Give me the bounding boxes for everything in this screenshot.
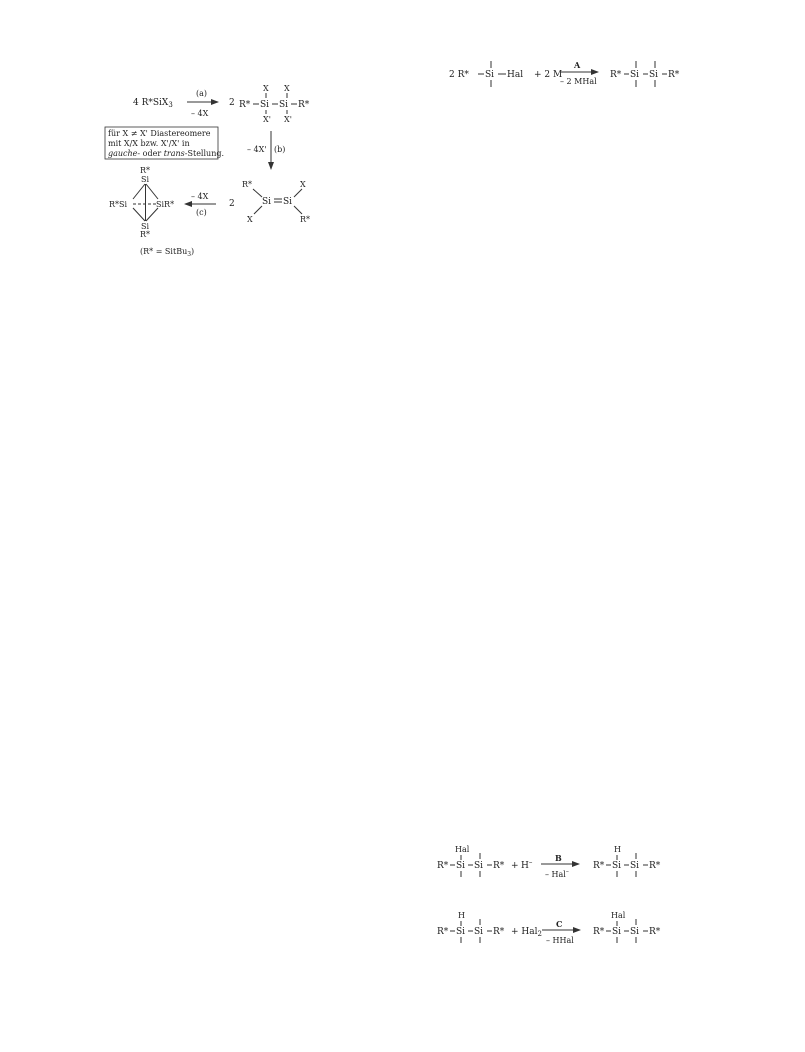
svg-text:H: H <box>614 845 621 854</box>
scheme-a <box>449 60 680 87</box>
svg-text:H: H <box>458 911 465 920</box>
svg-text:R*: R* <box>493 861 505 871</box>
svg-text:R*: R* <box>610 70 622 80</box>
scheme-b-loss: – Hal– <box>545 868 569 879</box>
svg-text:Si: Si <box>649 70 659 80</box>
svg-text:R*: R* <box>668 70 680 80</box>
svg-text:Si: Si <box>485 70 495 80</box>
svg-text:X: X <box>300 180 306 189</box>
scheme-c <box>437 911 661 945</box>
svg-text:Si: Si <box>141 222 150 231</box>
step-b-loss: – 4X' <box>247 145 267 154</box>
svg-text:+: + <box>511 861 519 871</box>
step-a-loss: – 4X <box>191 109 209 118</box>
reactant: 4 R*SiX$_3$ <box>133 98 173 109</box>
svg-text:Si: Si <box>456 861 466 871</box>
svg-text:Si: Si <box>456 927 466 937</box>
svg-text:Si: Si <box>612 861 622 871</box>
svg-text:Si: Si <box>262 197 272 207</box>
coef-2-disilene: 2 <box>229 199 235 209</box>
coef-2-disilane: 2 <box>229 98 235 108</box>
svg-text:Si: Si <box>283 197 293 207</box>
svg-text:R*: R* <box>140 166 151 175</box>
svg-text:Si: Si <box>260 100 270 110</box>
svg-text:2 R*: 2 R* <box>449 70 469 80</box>
step-c-label: (c) <box>196 208 207 217</box>
svg-text:R*: R* <box>437 861 449 871</box>
svg-text:Si: Si <box>141 175 150 184</box>
svg-text:R*: R* <box>242 180 253 189</box>
svg-text:Si: Si <box>279 100 289 110</box>
svg-text:X': X' <box>263 115 271 124</box>
svg-text:X: X <box>247 215 253 224</box>
disilane <box>239 84 310 124</box>
halogen-reagent: + Hal$_2$ <box>511 927 542 938</box>
scheme-b <box>437 845 661 879</box>
svg-text:SiR*: SiR* <box>156 200 175 209</box>
svg-text:– HHal: – HHal <box>546 936 574 945</box>
hydride: H– <box>521 858 533 871</box>
svg-text:R*: R* <box>493 927 505 937</box>
svg-text:R*: R* <box>300 215 311 224</box>
tetrahedrane <box>109 166 174 239</box>
svg-text:R*: R* <box>593 861 605 871</box>
svg-text:R*: R* <box>298 100 310 110</box>
substituent-footnote: (R* = SitBu$_3$) <box>140 247 195 258</box>
note-line-1: für X ≠ X' Diastereomere <box>108 129 211 138</box>
svg-text:Si: Si <box>474 927 484 937</box>
svg-text:X: X <box>263 84 269 93</box>
scheme-1 <box>105 84 310 258</box>
svg-text:Si: Si <box>630 927 640 937</box>
svg-text:X': X' <box>284 115 292 124</box>
svg-text:Si: Si <box>474 861 484 871</box>
svg-text:– 2 MHal: – 2 MHal <box>560 77 597 86</box>
svg-text:R*Si: R*Si <box>109 200 128 209</box>
svg-text:X: X <box>284 84 290 93</box>
svg-text:R*: R* <box>649 861 661 871</box>
step-c-loss: – 4X <box>191 192 209 201</box>
svg-text:R*: R* <box>437 927 449 937</box>
note-line-2: mit X/X bzw. X'/X' in <box>108 139 190 148</box>
disilene <box>242 180 310 224</box>
svg-text:R*: R* <box>239 100 251 110</box>
svg-text:+ 2 M: + 2 M <box>534 70 563 80</box>
arrow-b-label: B <box>555 853 562 863</box>
arrow-a-label: A <box>574 60 581 70</box>
svg-text:R*: R* <box>140 230 151 239</box>
step-b-label: (b) <box>274 145 286 154</box>
svg-text:Si: Si <box>630 861 640 871</box>
svg-text:Si: Si <box>612 927 622 937</box>
svg-text:Hal: Hal <box>507 70 524 80</box>
note-line-3: gauche- oder trans-Stellung. <box>108 149 225 158</box>
svg-text:R*: R* <box>593 927 605 937</box>
svg-text:Hal: Hal <box>611 911 626 920</box>
svg-text:Hal: Hal <box>455 845 470 854</box>
step-a-label: (a) <box>196 89 208 98</box>
svg-text:R*: R* <box>649 927 661 937</box>
arrow-c-label: C <box>556 919 563 929</box>
svg-text:Si: Si <box>630 70 640 80</box>
